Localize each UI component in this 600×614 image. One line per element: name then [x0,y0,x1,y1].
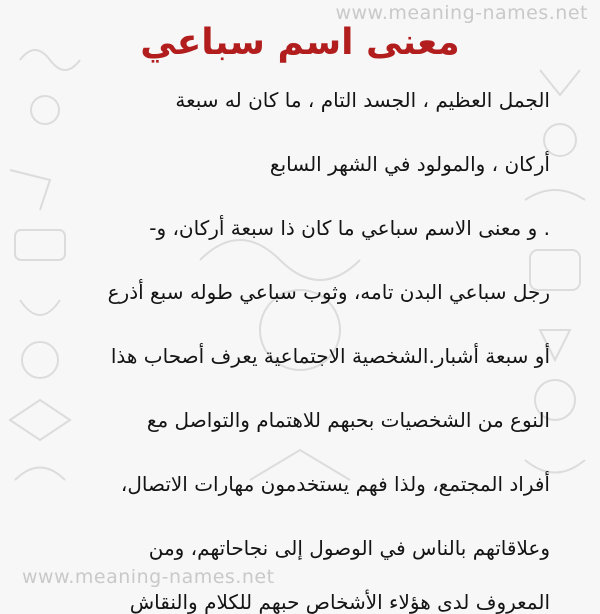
body-line-8: وعلاقاتهم بالناس في الوصول إلى نجاحاتهم، ومن [148,536,550,560]
body-line-6: النوع من الشخصيات بحبهم للاهتمام والتواصل مع [146,408,550,432]
watermark-top: www.meaning-names.net [335,2,588,24]
body-line-4: رجل سباعي البدن تامه، وثوب سباعي طوله سبع أذرع [107,280,550,304]
body-line-1: الجمل العظيم ، الجسد التام ، ما كان له سبعة [175,88,550,112]
body-line-3: . و معنى الاسم سباعي ما كان ذا سبعة أركان، و- [149,216,550,240]
body-line-7: أفراد المجتمع، ولذا فهم يستخدمون مهارات الاتصال، [120,472,550,496]
body-line-9: المعروف لدى هؤلاء الأشخاص حبهم للكلام والنقاش [129,590,550,614]
body-line-2: أركان ، والمولود في الشهر السابع [269,152,550,176]
watermark-bottom: www.meaning-names.net [22,566,275,588]
page-title: معنى اسم سباعي [140,22,460,63]
body-line-5: أو سبعة أشبار.الشخصية الاجتماعية يعرف أصحاب هذا [110,344,550,368]
